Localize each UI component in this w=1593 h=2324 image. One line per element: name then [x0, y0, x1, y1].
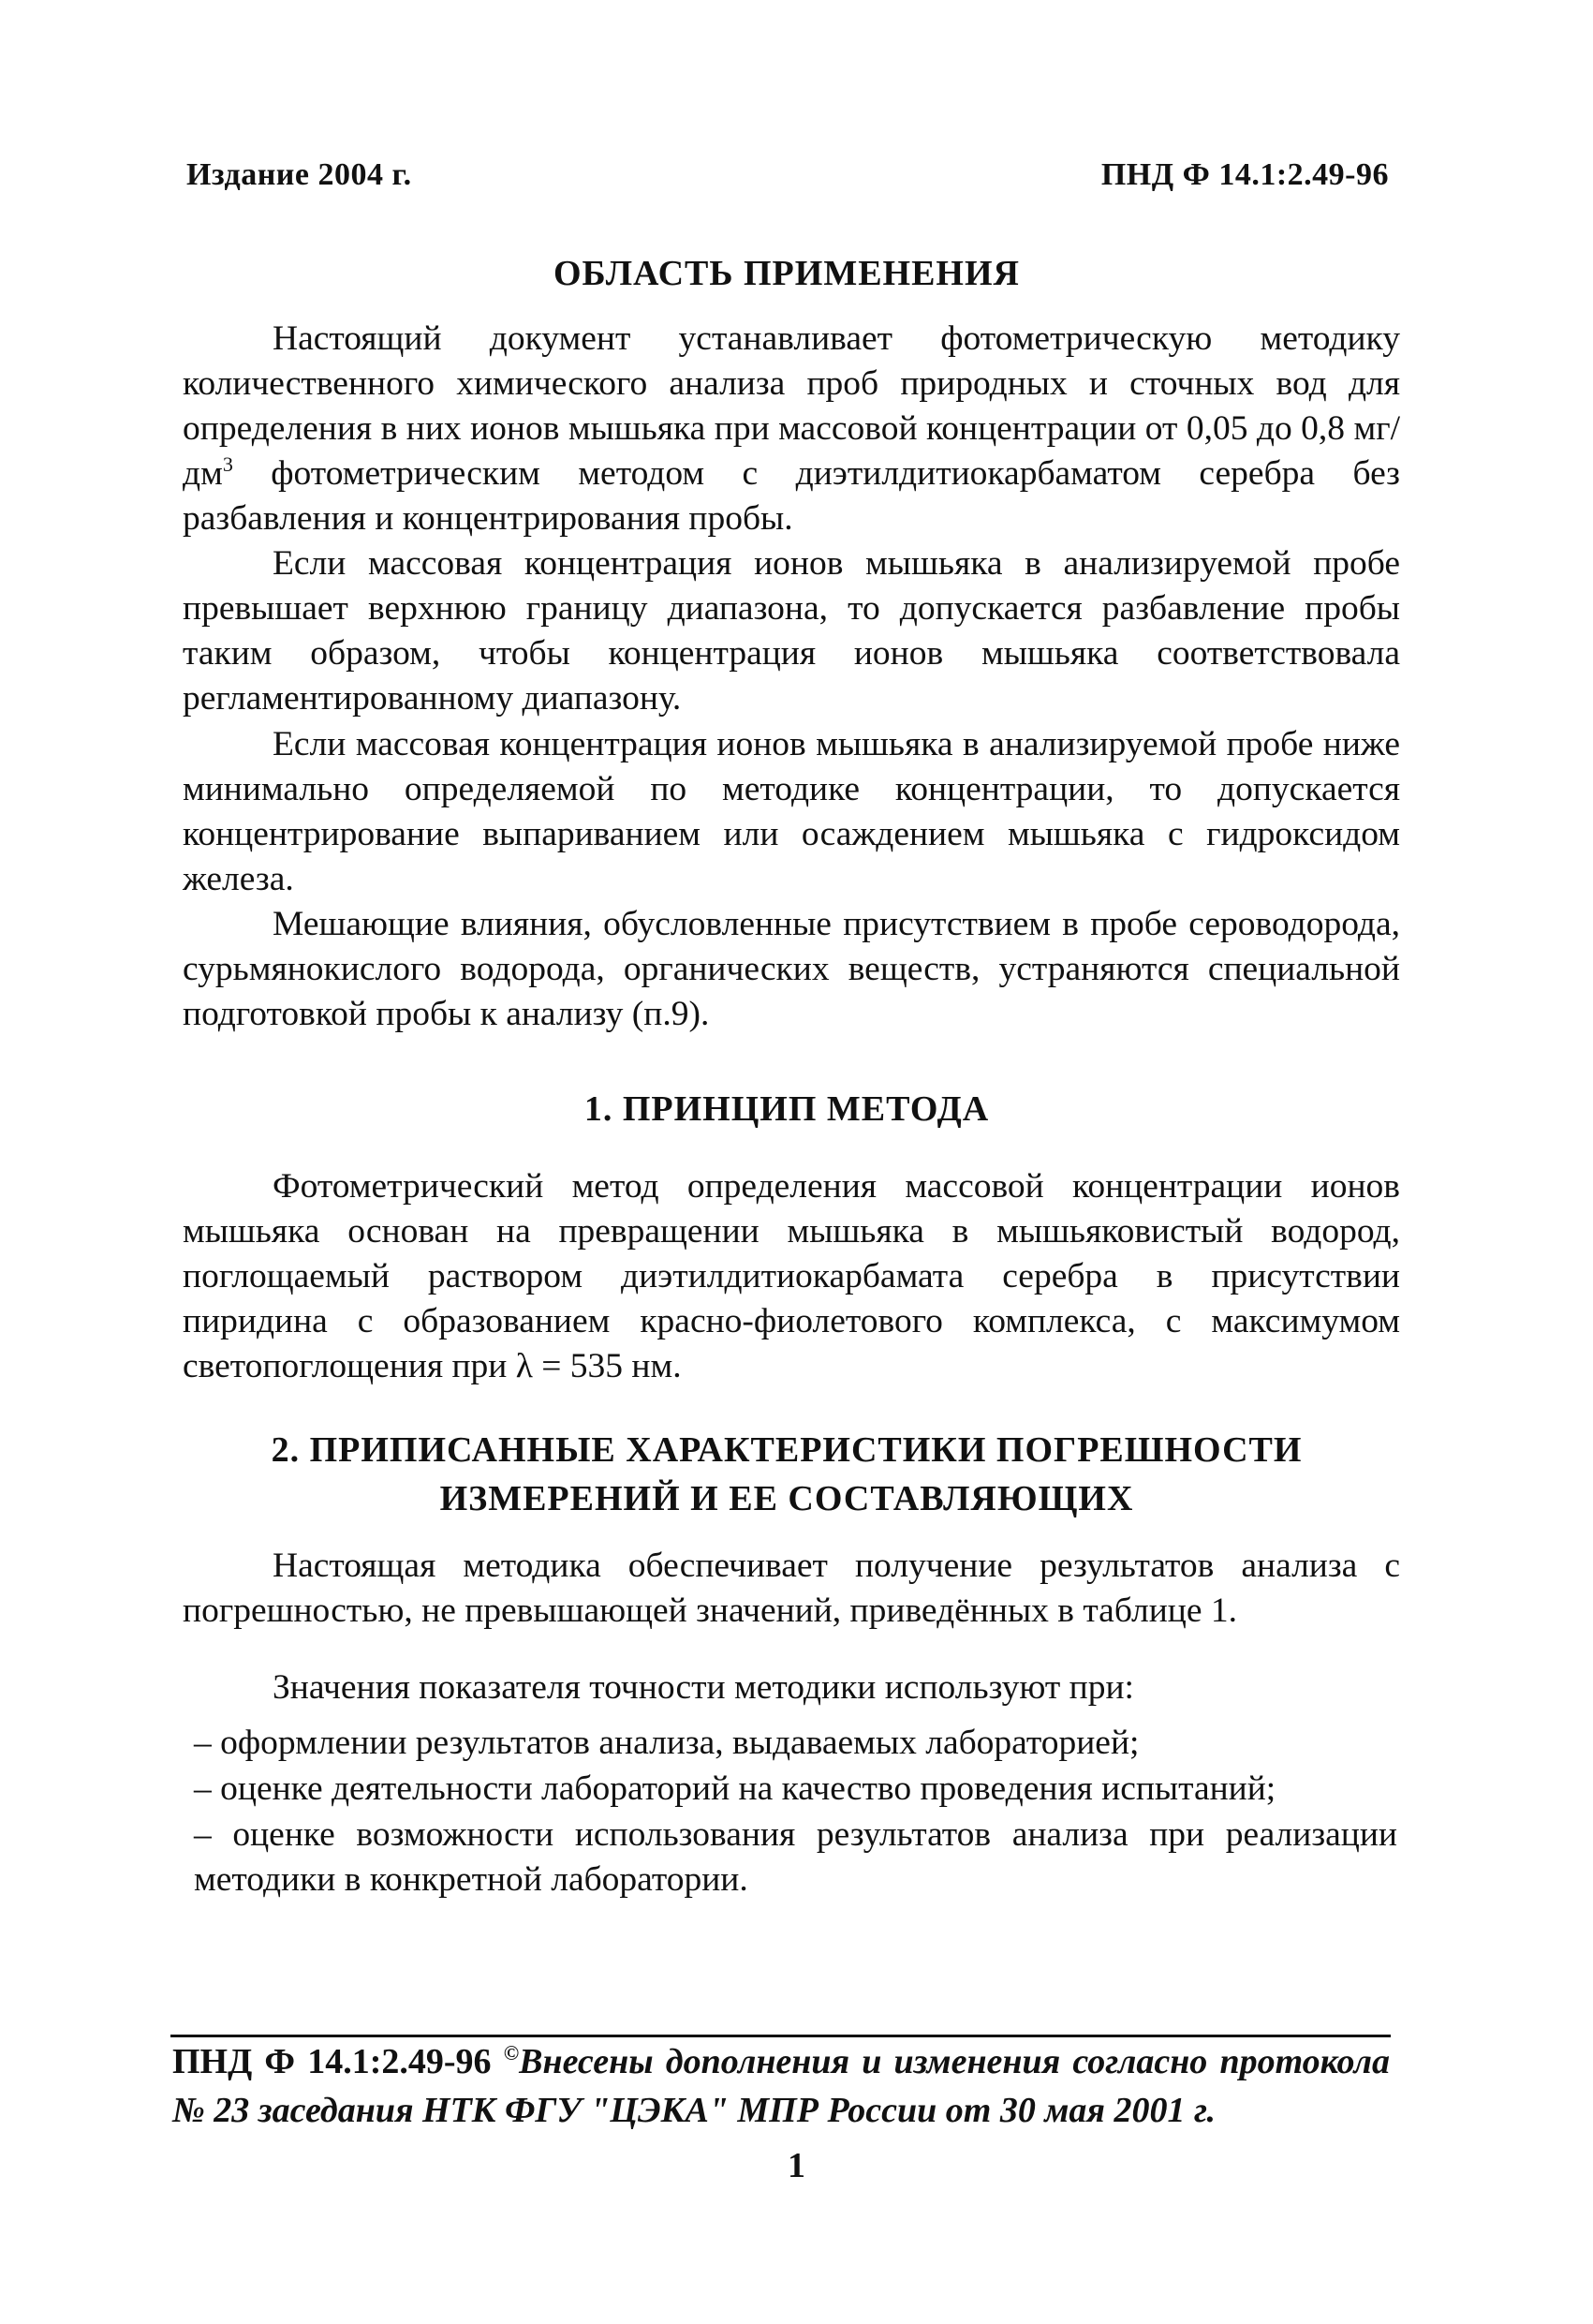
cubic-superscript: 3: [222, 452, 233, 476]
list-item: – оформлении результатов анализа, выдаваемых лабораторией;: [194, 1724, 1140, 1762]
edition-label: Издание 2004 г.: [186, 157, 412, 192]
document-code: ПНД Ф 14.1:2.49-96: [1100, 157, 1389, 192]
list-item: – оценке деятельности лабораторий на качество проведения испытаний;: [194, 1769, 1276, 1808]
footnote: [172, 2037, 1390, 2135]
section-2-paragraph-2: Значения показателя точности методики используют при:: [273, 1668, 1134, 1707]
section-2-paragraph-1: Настоящая методика обеспечивает получение результатов анализа с погрешностью, не превышающей значений, приведённых в таблице 1.: [183, 1547, 1400, 1630]
scope-paragraph-3: Если массовая концентрация ионов мышьяка в анализируемой пробе ниже минимально определяемой по методике концентрации, то допускается концентрирование выпариванием или осаждением мышьяка с гидроксидом железа.: [183, 725, 1400, 898]
section-2-heading-line-1: 2. ПРИПИСАННЫЕ ХАРАКТЕРИСТИКИ ПОГРЕШНОСТИ: [271, 1430, 1303, 1470]
scope-paragraph-4: Мешающие влияния, обусловленные присутствием в пробе сероводорода, сурьмянокислого водорода, органических веществ, устраняются специальной подготовкой пробы к анализу (п.9).: [183, 905, 1400, 1033]
list-item: – оценке возможности использования результатов анализа при реализации методики в конкретной лаборатории.: [194, 1815, 1397, 1899]
scope-paragraph-1-text-a: Настоящий документ устанавливает фотометрическую методику количественного химического анализа проб природных и сточных вод для определения в них ионов мышьяка при массовой концентрации от 0,05 до 0,8 мг/дм: [183, 319, 1400, 493]
scope-paragraph-2: Если массовая концентрация ионов мышьяка в анализируемой пробе превышает верхнюю границу диапазона, то допускается разбавление пробы таким образом, чтобы концентрация ионов мышьяка соответствовала регламентированному диапазону.: [183, 544, 1400, 718]
scope-paragraph-1: [183, 317, 1400, 541]
section-1-paragraph: Фотометрический метод определения массовой концентрации ионов мышьяка основан на превращении мышьяка в мышьяковистый водород, поглощаемый раствором диэтилдитиокарбамата серебра в присутствии пиридина с образованием красно-фиолетового комплекса, с максимумом светопоглощения при λ = 535 нм.: [183, 1167, 1400, 1385]
copyright-mark: ©: [503, 2041, 520, 2065]
section-1-heading: 1. ПРИНЦИП МЕТОДА: [583, 1089, 990, 1129]
scope-paragraph-1-text-b: фотометрическим методом с диэтилдитиокарбаматом серебра без разбавления и концентрирования пробы.: [183, 454, 1400, 538]
page-number: 1: [788, 2146, 805, 2185]
section-2-heading-line-2: ИЗМЕРЕНИЙ И ЕЕ СОСТАВЛЯЮЩИХ: [439, 1479, 1134, 1518]
footnote-text: Внесены дополнения и изменения согласно протокола № 23 заседания НТК ФГУ "ЦЭКА" МПР России от 30 мая 2001 г.: [172, 2042, 1390, 2130]
scope-heading: ОБЛАСТЬ ПРИМЕНЕНИЯ: [553, 254, 1020, 293]
footnote-code: ПНД Ф 14.1:2.49-96: [172, 2042, 504, 2081]
